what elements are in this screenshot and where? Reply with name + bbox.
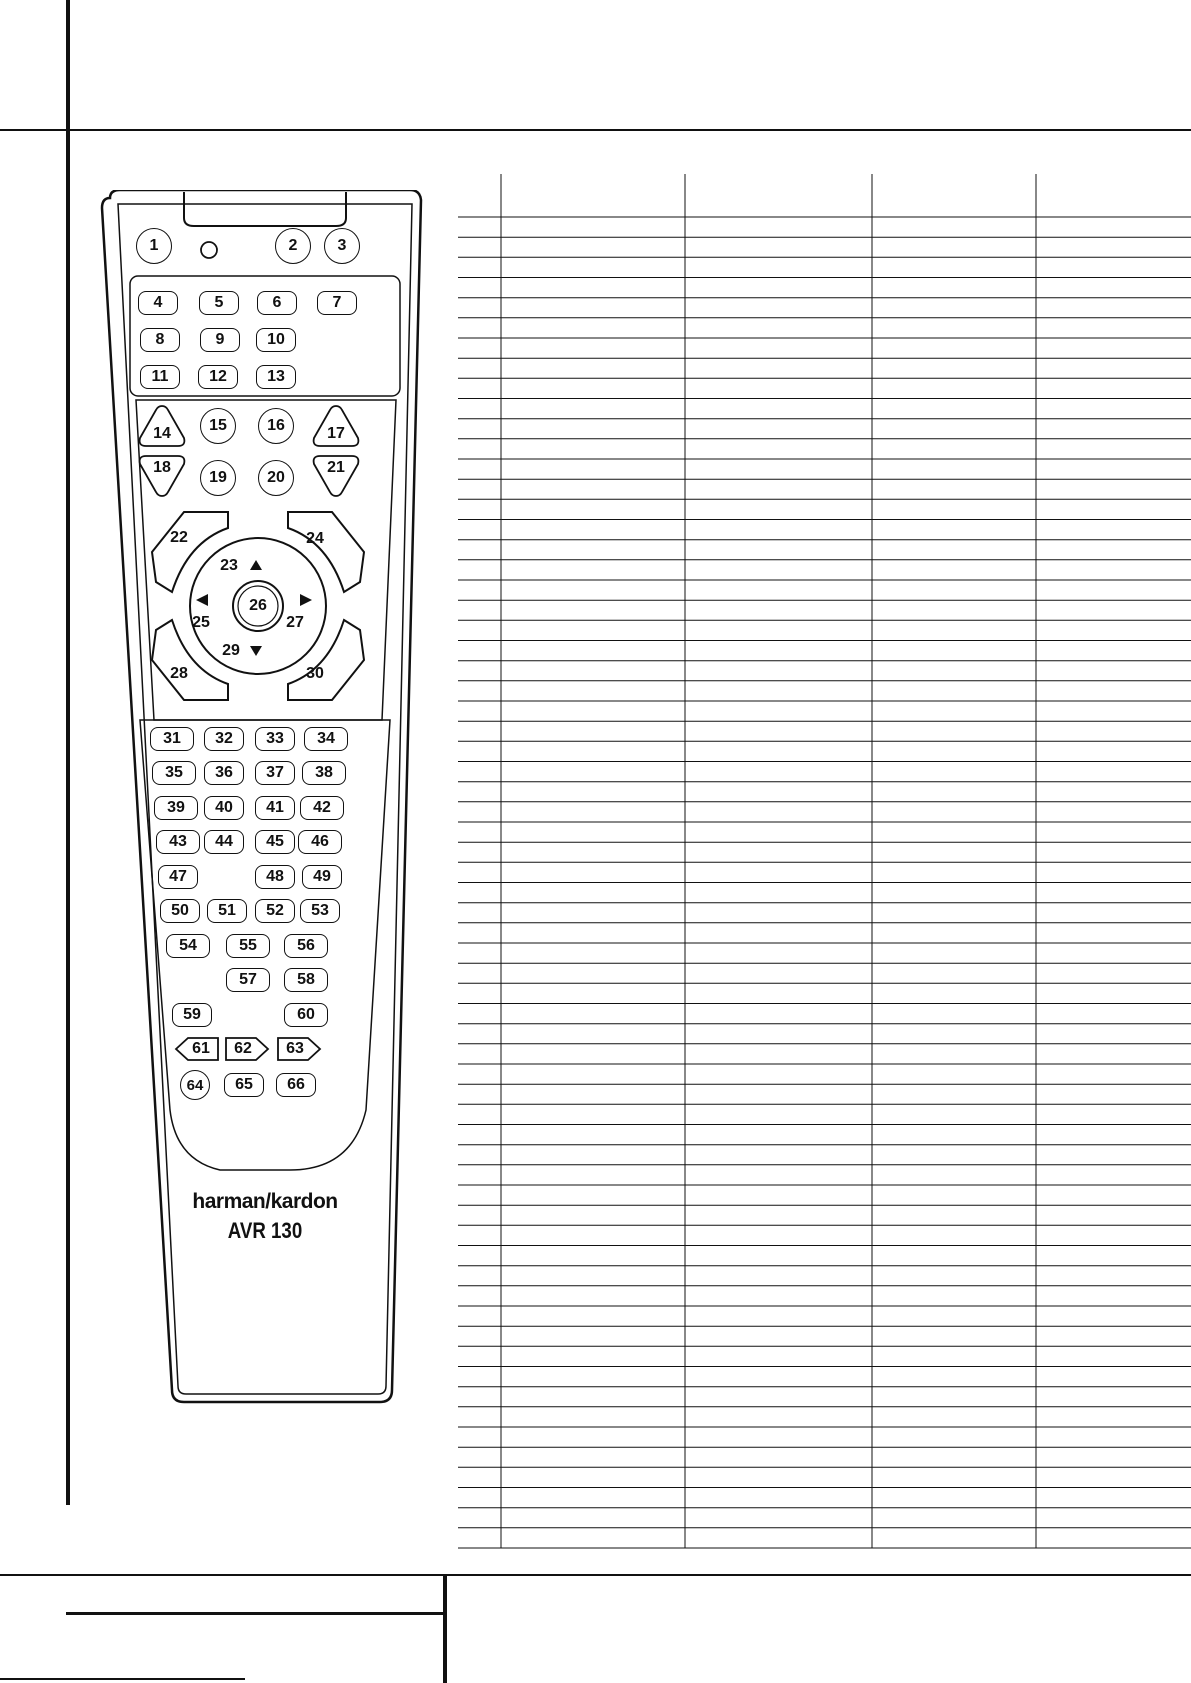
remote-button-4: 4	[138, 291, 178, 315]
remote-button-17	[312, 404, 360, 448]
remote-button-8: 8	[140, 328, 180, 352]
remote-button-39: 39	[154, 796, 198, 820]
remote-button-63-label: 63	[286, 1040, 304, 1057]
remote-button-31: 31	[150, 727, 194, 751]
remote-button-50: 50	[160, 899, 200, 923]
model-label: AVR 130	[227, 1218, 303, 1243]
remote-button-20: 20	[258, 460, 294, 496]
remote-button-18-label: 18	[153, 459, 171, 476]
remote-button-14	[138, 404, 186, 448]
remote-button-17-label: 17	[327, 425, 345, 442]
remote-button-47: 47	[158, 865, 198, 889]
remote-button-55: 55	[226, 934, 270, 958]
remote-button-29: 29	[222, 642, 240, 659]
remote-button-24: 24	[306, 530, 324, 547]
remote-button-59: 59	[172, 1003, 212, 1027]
remote-button-33: 33	[255, 727, 295, 751]
remote-button-64: 64	[180, 1070, 210, 1100]
remote-button-3: 3	[324, 228, 360, 264]
remote-button-51: 51	[207, 899, 247, 923]
remote-button-54: 54	[166, 934, 210, 958]
remote-button-49: 49	[302, 865, 342, 889]
remote-button-66: 66	[276, 1073, 316, 1097]
remote-button-58: 58	[284, 968, 328, 992]
remote-button-13: 13	[256, 365, 296, 389]
remote-button-2: 2	[275, 228, 311, 264]
remote-button-9: 9	[200, 328, 240, 352]
remote-button-43: 43	[156, 830, 200, 854]
remote-button-22: 22	[170, 529, 188, 546]
remote-button-48: 48	[255, 865, 295, 889]
brand-logo: harman/kardon	[192, 1190, 338, 1213]
remote-button-6: 6	[257, 291, 297, 315]
remote-button-16: 16	[258, 408, 294, 444]
remote-button-65: 65	[224, 1073, 264, 1097]
remote-button-30: 30	[306, 665, 324, 682]
remote-button-38: 38	[302, 761, 346, 785]
remote-button-7: 7	[317, 291, 357, 315]
remote-button-1: 1	[136, 228, 172, 264]
remote-button-35: 35	[152, 761, 196, 785]
remote-button-41: 41	[255, 796, 295, 820]
remote-button-60: 60	[284, 1003, 328, 1027]
remote-button-40: 40	[204, 796, 244, 820]
remote-button-52: 52	[255, 899, 295, 923]
remote-button-14-label: 14	[153, 425, 171, 442]
remote-button-25: 25	[192, 614, 210, 631]
remote-control	[100, 190, 430, 1405]
remote-button-45: 45	[255, 830, 295, 854]
remote-button-61	[174, 1036, 220, 1062]
remote-button-37: 37	[255, 761, 295, 785]
remote-button-27: 27	[286, 614, 304, 631]
remote-button-18	[138, 454, 186, 498]
remote-button-15: 15	[200, 408, 236, 444]
remote-button-21	[312, 454, 360, 498]
remote-button-34: 34	[304, 727, 348, 751]
remote-button-21-label: 21	[327, 459, 345, 476]
remote-button-5: 5	[199, 291, 239, 315]
remote-button-61-label: 61	[192, 1040, 210, 1057]
remote-button-26: 26	[249, 597, 267, 614]
remote-button-62-label: 62	[234, 1040, 252, 1057]
remote-button-44: 44	[204, 830, 244, 854]
remote-button-42: 42	[300, 796, 344, 820]
remote-button-10: 10	[256, 328, 296, 352]
remote-button-23: 23	[220, 557, 238, 574]
remote-button-46: 46	[298, 830, 342, 854]
remote-button-56: 56	[284, 934, 328, 958]
remote-button-11: 11	[140, 365, 180, 389]
remote-button-28: 28	[170, 665, 188, 682]
remote-button-19: 19	[200, 460, 236, 496]
remote-button-53: 53	[300, 899, 340, 923]
remote-button-62	[224, 1036, 270, 1062]
remote-button-63	[276, 1036, 322, 1062]
remote-button-12: 12	[198, 365, 238, 389]
remote-button-57: 57	[226, 968, 270, 992]
remote-button-36: 36	[204, 761, 244, 785]
remote-button-32: 32	[204, 727, 244, 751]
